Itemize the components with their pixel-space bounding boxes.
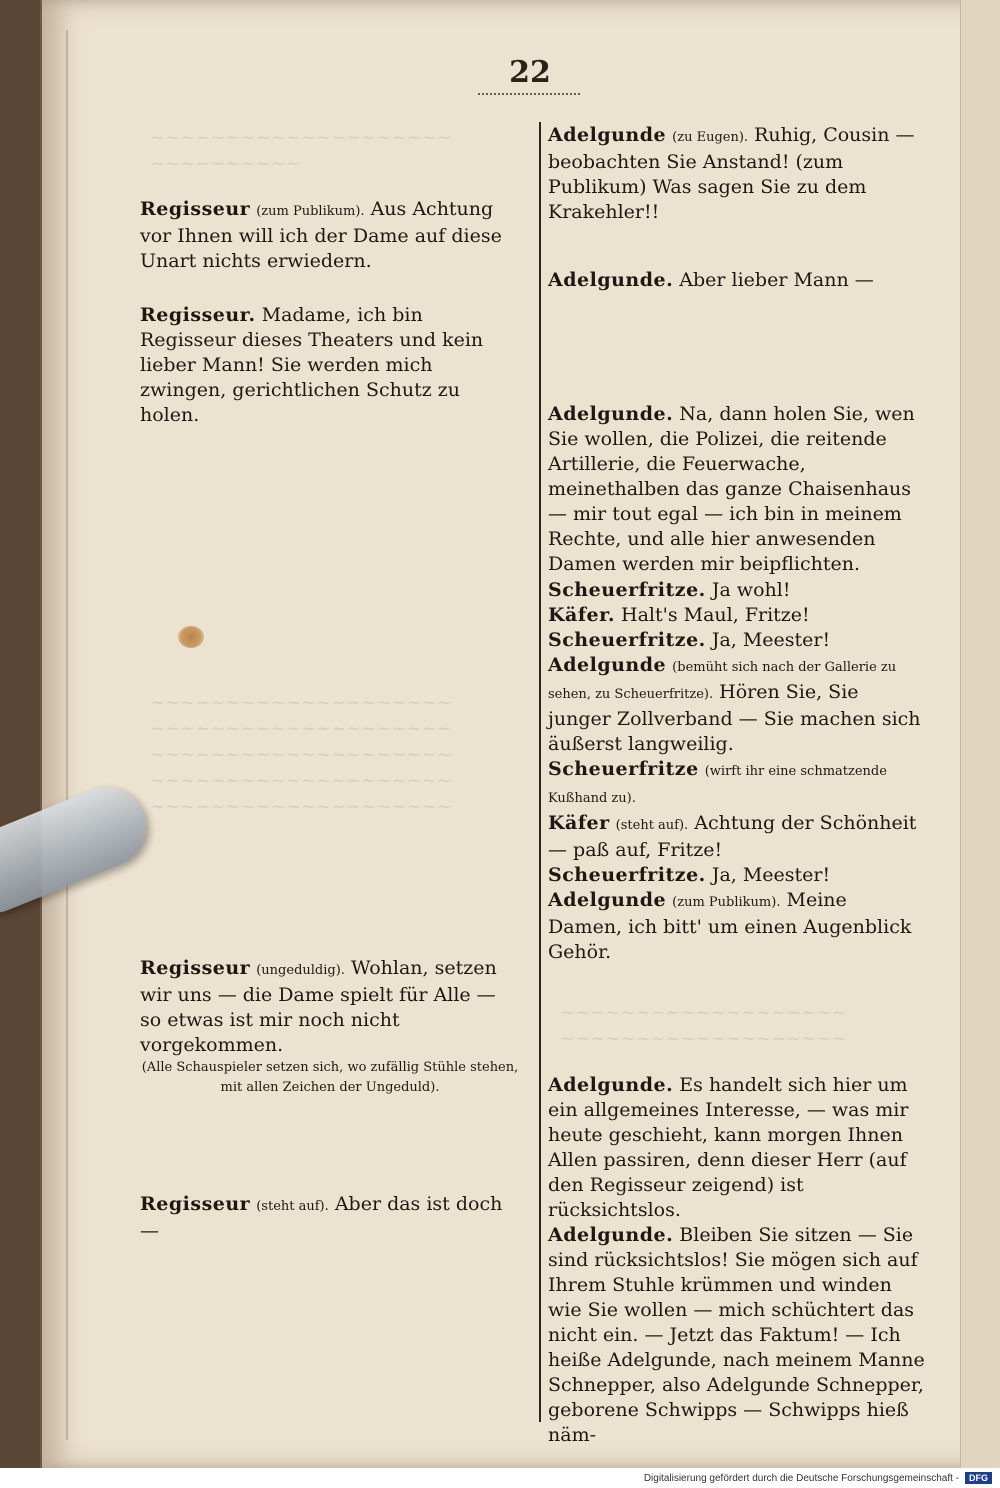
stage-direction: (steht auf). xyxy=(256,1199,329,1214)
dialogue-text: Es handelt sich hier um ein allgemeines Interesse, — was mir heute geschieht, kann morgen Ihnen Allen passiren, denn dieser Herr (auf den Regisseur zeigend) ist rücksichtslos. xyxy=(548,1074,909,1221)
speaker-name: Adelgunde xyxy=(548,654,667,676)
speaker-name: Scheuerfritze. xyxy=(548,629,706,651)
dialogue-text: Bleiben Sie sitzen — Sie sind rücksichtslos! Sie mögen sich auf Ihrem Stuhle krümmen und winden wie Sie wollen — mich schüchtert das nicht ein. — Jetzt das Faktum! — Ich heiße Adelgunde, nach meinem Manne Schnepper, also Adelgunde Schnepper, geborene Schwipps — Schwipps hieß näm- xyxy=(548,1224,925,1446)
speaker-name: Adelgunde. xyxy=(548,403,674,425)
stage-direction-note: (Alle Schauspieler setzen sich, wo zufällig Stühle stehen, mit allen Zeichen der Ungeduld). xyxy=(141,1060,519,1095)
speaker-name: Adelgunde. xyxy=(548,1224,674,1246)
dialogue-block xyxy=(140,197,520,274)
speaker-name: Scheuerfritze. xyxy=(548,579,706,601)
digitization-footer xyxy=(0,1468,1000,1488)
dialogue-text: Wohlan, setzen wir uns — die Dame spielt für Alle — so etwas ist mir noch nicht vorgekommen. xyxy=(140,957,497,1056)
dialogue-block xyxy=(548,1223,926,1448)
page-edge xyxy=(960,0,1000,1468)
dialogue-text: Hören Sie, Sie junger Zollverband — Sie machen sich äußerst langweilig. xyxy=(548,681,921,755)
stage-direction: (steht auf). xyxy=(615,818,689,833)
dialogue-block xyxy=(140,1192,520,1244)
dialogue-text: Achtung der Schönheit — paß auf, Fritze! xyxy=(548,812,917,861)
stage-direction: (bemüht sich nach der Gallerie zu sehen, zu Scheuerfritze). xyxy=(548,660,897,702)
stage-direction: (zum Publikum). xyxy=(256,204,365,219)
dialogue-text: Aus Achtung vor Ihnen will ich der Dame auf diese Unart nichts erwiedern. xyxy=(140,198,502,272)
dfg-logo: DFG xyxy=(965,1472,992,1484)
speaker-name: Käfer xyxy=(548,812,610,834)
bleed-through-text: ~~~~~~~~~~~~~~~~~~~~ ~~~~~~~~~~ xyxy=(150,127,452,174)
dialogue-block xyxy=(548,402,926,577)
page-number: 22 xyxy=(509,55,551,90)
speaker-name: Adelgunde. xyxy=(548,1074,674,1096)
bleed-through-text: ~~~~~~~~~~~~~~~~~~~ ~~~~~~~~~~~~~~~~~~~ xyxy=(560,1002,847,1049)
speaker-name: Käfer. xyxy=(548,604,615,626)
dialogue-text: Aber das ist doch — xyxy=(140,1193,503,1242)
dialogue-text: Ja wohl! xyxy=(711,579,791,601)
dialogue-text: Aber lieber Mann — xyxy=(679,269,874,291)
dialogue-text: Madame, ich bin Regisseur dieses Theaters und kein lieber Mann! Sie werden mich zwingen, gerichtlichen Schutz zu holen. xyxy=(140,304,484,426)
dialogue-block xyxy=(548,123,926,225)
speaker-name: Regisseur xyxy=(140,1193,251,1215)
speaker-name: Adelgunde xyxy=(548,889,667,911)
dialogue-block xyxy=(548,578,926,965)
stage-direction: (wirft ihr eine schmatzende Kußhand zu). xyxy=(548,764,887,806)
stage-direction: (zum Publikum). xyxy=(672,895,781,910)
speaker-name: Regisseur xyxy=(140,198,251,220)
stage-direction: (zu Eugen). xyxy=(672,130,749,145)
dialogue-text: Na, dann holen Sie, wen Sie wollen, die Polizei, die reitende Artillerie, die Feuerwache, meinethalben das ganze Chaisenhaus — mir tout egal — ich bin in meinem Rechte, und alle hier anwesenden Damen werden mir beipflichten. xyxy=(548,403,915,575)
binding-fold xyxy=(66,30,68,1440)
dialogue-text: Meine Damen, ich bitt' um einen Augenblick Gehör. xyxy=(548,889,912,963)
footer-text: Digitalisierung gefördert durch die Deutsche Forschungsgemeinschaft - xyxy=(643,1472,959,1484)
dialogue-block xyxy=(140,956,520,1098)
speaker-name: Regisseur xyxy=(140,957,251,979)
dialogue-text: Ruhig, Cousin — beobachten Sie Anstand! (zum Publikum) Was sagen Sie zu dem Krakehler!! xyxy=(548,124,915,223)
dialogue-block xyxy=(548,268,926,293)
speaker-name: Scheuerfritze. xyxy=(548,864,706,886)
page-number-ornament xyxy=(478,93,580,97)
scan-background xyxy=(0,0,40,1488)
dialogue-text: Halt's Maul, Fritze! xyxy=(621,604,810,626)
dialogue-text: Ja, Meester! xyxy=(711,864,831,886)
paper-stain xyxy=(178,626,204,648)
stage-direction: (ungeduldig). xyxy=(256,963,345,978)
dialogue-text: Ja, Meester! xyxy=(711,629,831,651)
dialogue-block xyxy=(548,1073,926,1223)
speaker-name: Adelgunde. xyxy=(548,269,674,291)
dialogue-block xyxy=(140,303,520,428)
bleed-through-text: ~~~~~~~~~~~~~~~~~~~~ ~~~~~~~~~~~~~~~~~~~~ ~~~~~~~~~~~~~~~~~~~~ ~~~~~~~~~~~~~~~~~~~~ ~~~~~~~~~~~~~~~~~~~~ xyxy=(150,692,452,817)
speaker-name: Scheuerfritze xyxy=(548,758,699,780)
column-divider xyxy=(539,122,541,1422)
speaker-name: Adelgunde xyxy=(548,124,667,146)
speaker-name: Regisseur. xyxy=(140,304,256,326)
